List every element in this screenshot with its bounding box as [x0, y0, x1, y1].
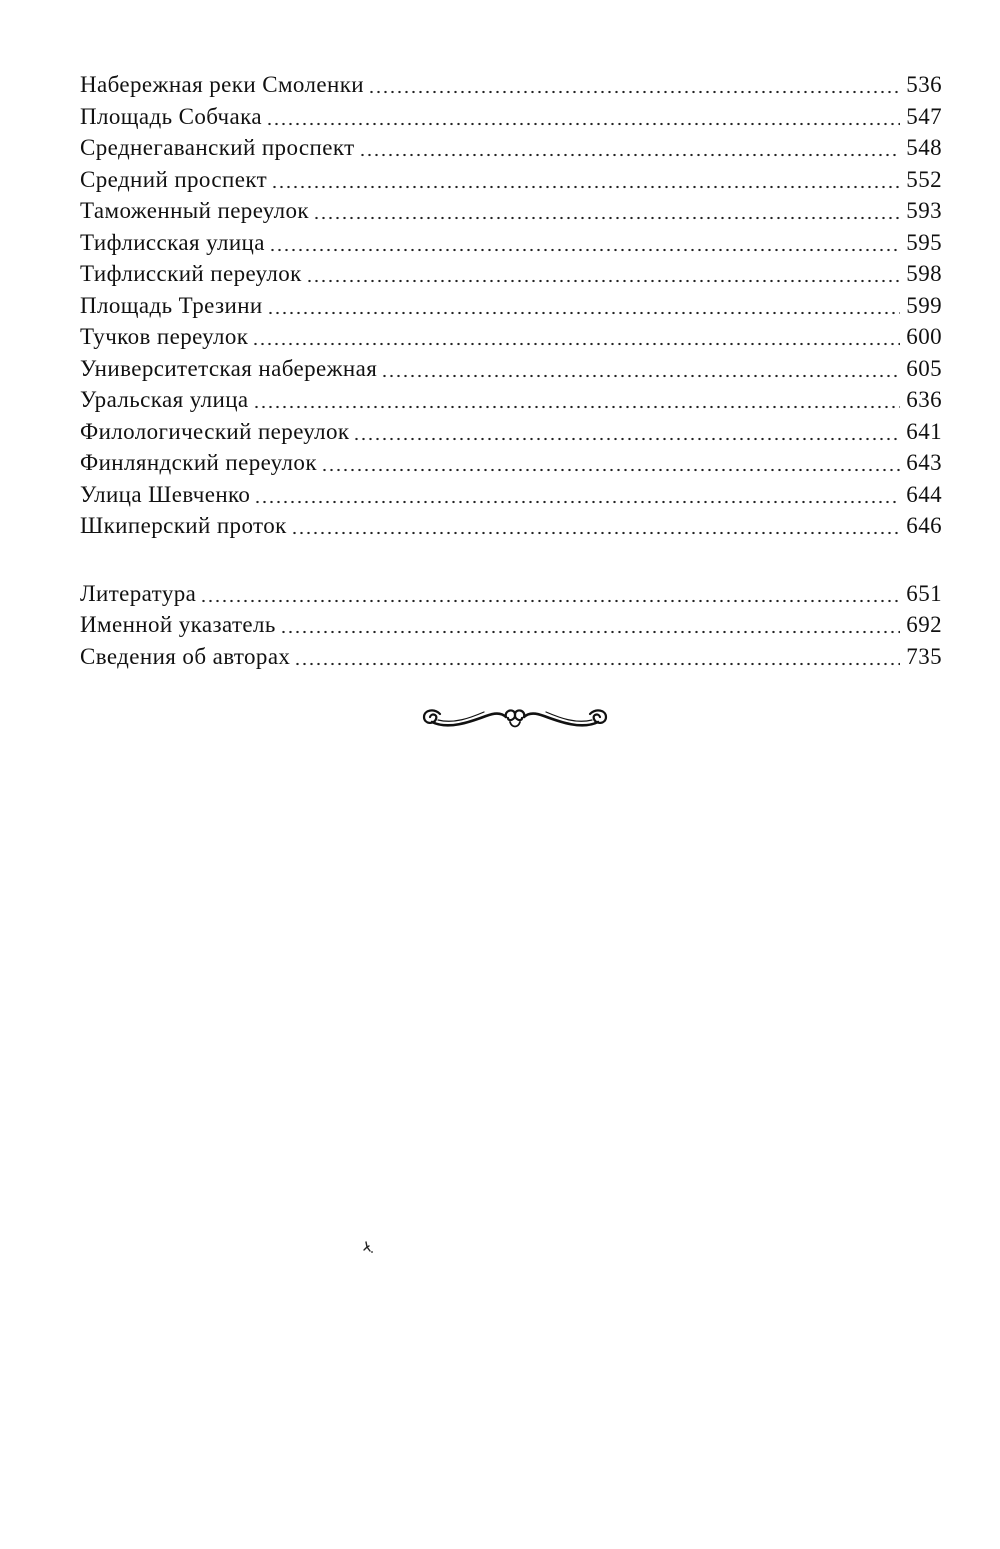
toc-entry-title: Сведения об авторах — [80, 643, 291, 669]
dot-leader — [359, 134, 900, 157]
toc-entry-page: 644 — [906, 481, 942, 507]
toc-entry[interactable] — [80, 447, 942, 479]
toc-entry[interactable] — [80, 321, 942, 353]
toc-entry-page: 605 — [906, 355, 942, 381]
toc-entry[interactable] — [80, 132, 942, 164]
toc-entry[interactable] — [80, 195, 942, 227]
dot-leader — [368, 71, 900, 94]
toc-entry[interactable] — [80, 578, 942, 610]
toc-entry-page: 536 — [906, 72, 942, 97]
toc-entry-title: Набережная реки Смоленки — [80, 72, 364, 97]
dot-leader — [252, 323, 900, 346]
toc-entry-page: 641 — [906, 418, 942, 444]
table-of-contents — [80, 69, 942, 672]
toc-entry-title: Финляндский переулок — [80, 450, 317, 475]
toc-entry-page: 651 — [906, 580, 942, 606]
toc-entry-page: 598 — [906, 261, 942, 286]
toc-entry-page: 552 — [906, 166, 942, 192]
toc-entry-title: Площадь Трезини — [80, 292, 263, 318]
dot-leader — [267, 292, 900, 315]
toc-entry[interactable] — [80, 69, 942, 101]
dot-leader — [253, 386, 900, 409]
toc-entry[interactable] — [80, 479, 942, 511]
toc-entry[interactable] — [80, 258, 942, 290]
toc-entry-title: Университетская набережная — [80, 355, 378, 381]
ink-speck — [361, 1240, 375, 1254]
toc-entry[interactable] — [80, 609, 942, 641]
toc-entry-page: 600 — [906, 324, 942, 349]
toc-entry[interactable] — [80, 353, 942, 385]
dot-leader — [306, 260, 900, 283]
toc-entry-page: 593 — [906, 198, 942, 223]
toc-entry[interactable] — [80, 227, 942, 259]
toc-entry[interactable] — [80, 416, 942, 448]
toc-entry-page: 646 — [906, 513, 942, 538]
toc-entry[interactable] — [80, 510, 942, 542]
toc-entry[interactable] — [80, 101, 942, 133]
toc-entry[interactable] — [80, 384, 942, 416]
toc-entry-title: Площадь Собчака — [80, 103, 262, 129]
toc-entry-title: Тучков переулок — [80, 324, 249, 349]
toc-entry-title: Среднегаванский проспект — [80, 135, 355, 160]
dot-leader — [381, 355, 900, 378]
dot-leader — [353, 418, 900, 441]
toc-entry-title: Средний проспект — [80, 166, 268, 192]
toc-entry[interactable] — [80, 164, 942, 196]
dot-leader — [280, 611, 900, 634]
scroll-flourish-icon — [418, 700, 612, 736]
dot-leader — [266, 103, 900, 126]
toc-entry-title: Тифлисский переулок — [80, 261, 302, 286]
toc-entry-title: Литература — [80, 580, 197, 606]
toc-main-entries — [80, 69, 942, 542]
toc-entry[interactable] — [80, 290, 942, 322]
toc-entry-title: Шкиперский проток — [80, 513, 287, 538]
toc-entry[interactable] — [80, 641, 942, 673]
dot-leader — [291, 512, 900, 535]
toc-entry-title: Улица Шевченко — [80, 481, 251, 507]
toc-entry-title: Тифлисская улица — [80, 229, 265, 255]
toc-entry-page: 692 — [906, 612, 942, 637]
toc-entry-title: Именной указатель — [80, 612, 276, 637]
dot-leader — [294, 643, 900, 666]
toc-entry-page: 643 — [906, 450, 942, 475]
dot-leader — [254, 481, 900, 504]
dot-leader — [313, 197, 900, 220]
toc-entry-page: 735 — [906, 643, 942, 669]
dot-leader — [321, 449, 900, 472]
toc-entry-title: Уральская улица — [80, 387, 249, 412]
toc-entry-page: 595 — [906, 229, 942, 255]
dot-leader — [271, 166, 900, 189]
toc-entry-title: Таможенный переулок — [80, 198, 309, 223]
toc-entry-page: 599 — [906, 292, 942, 318]
toc-entry-title: Филологический переулок — [80, 418, 350, 444]
dot-leader — [200, 580, 900, 603]
toc-entry-page: 547 — [906, 103, 942, 129]
toc-entry-page: 636 — [906, 387, 942, 412]
toc-back-matter — [80, 578, 942, 673]
toc-entry-page: 548 — [906, 135, 942, 160]
dot-leader — [269, 229, 900, 252]
